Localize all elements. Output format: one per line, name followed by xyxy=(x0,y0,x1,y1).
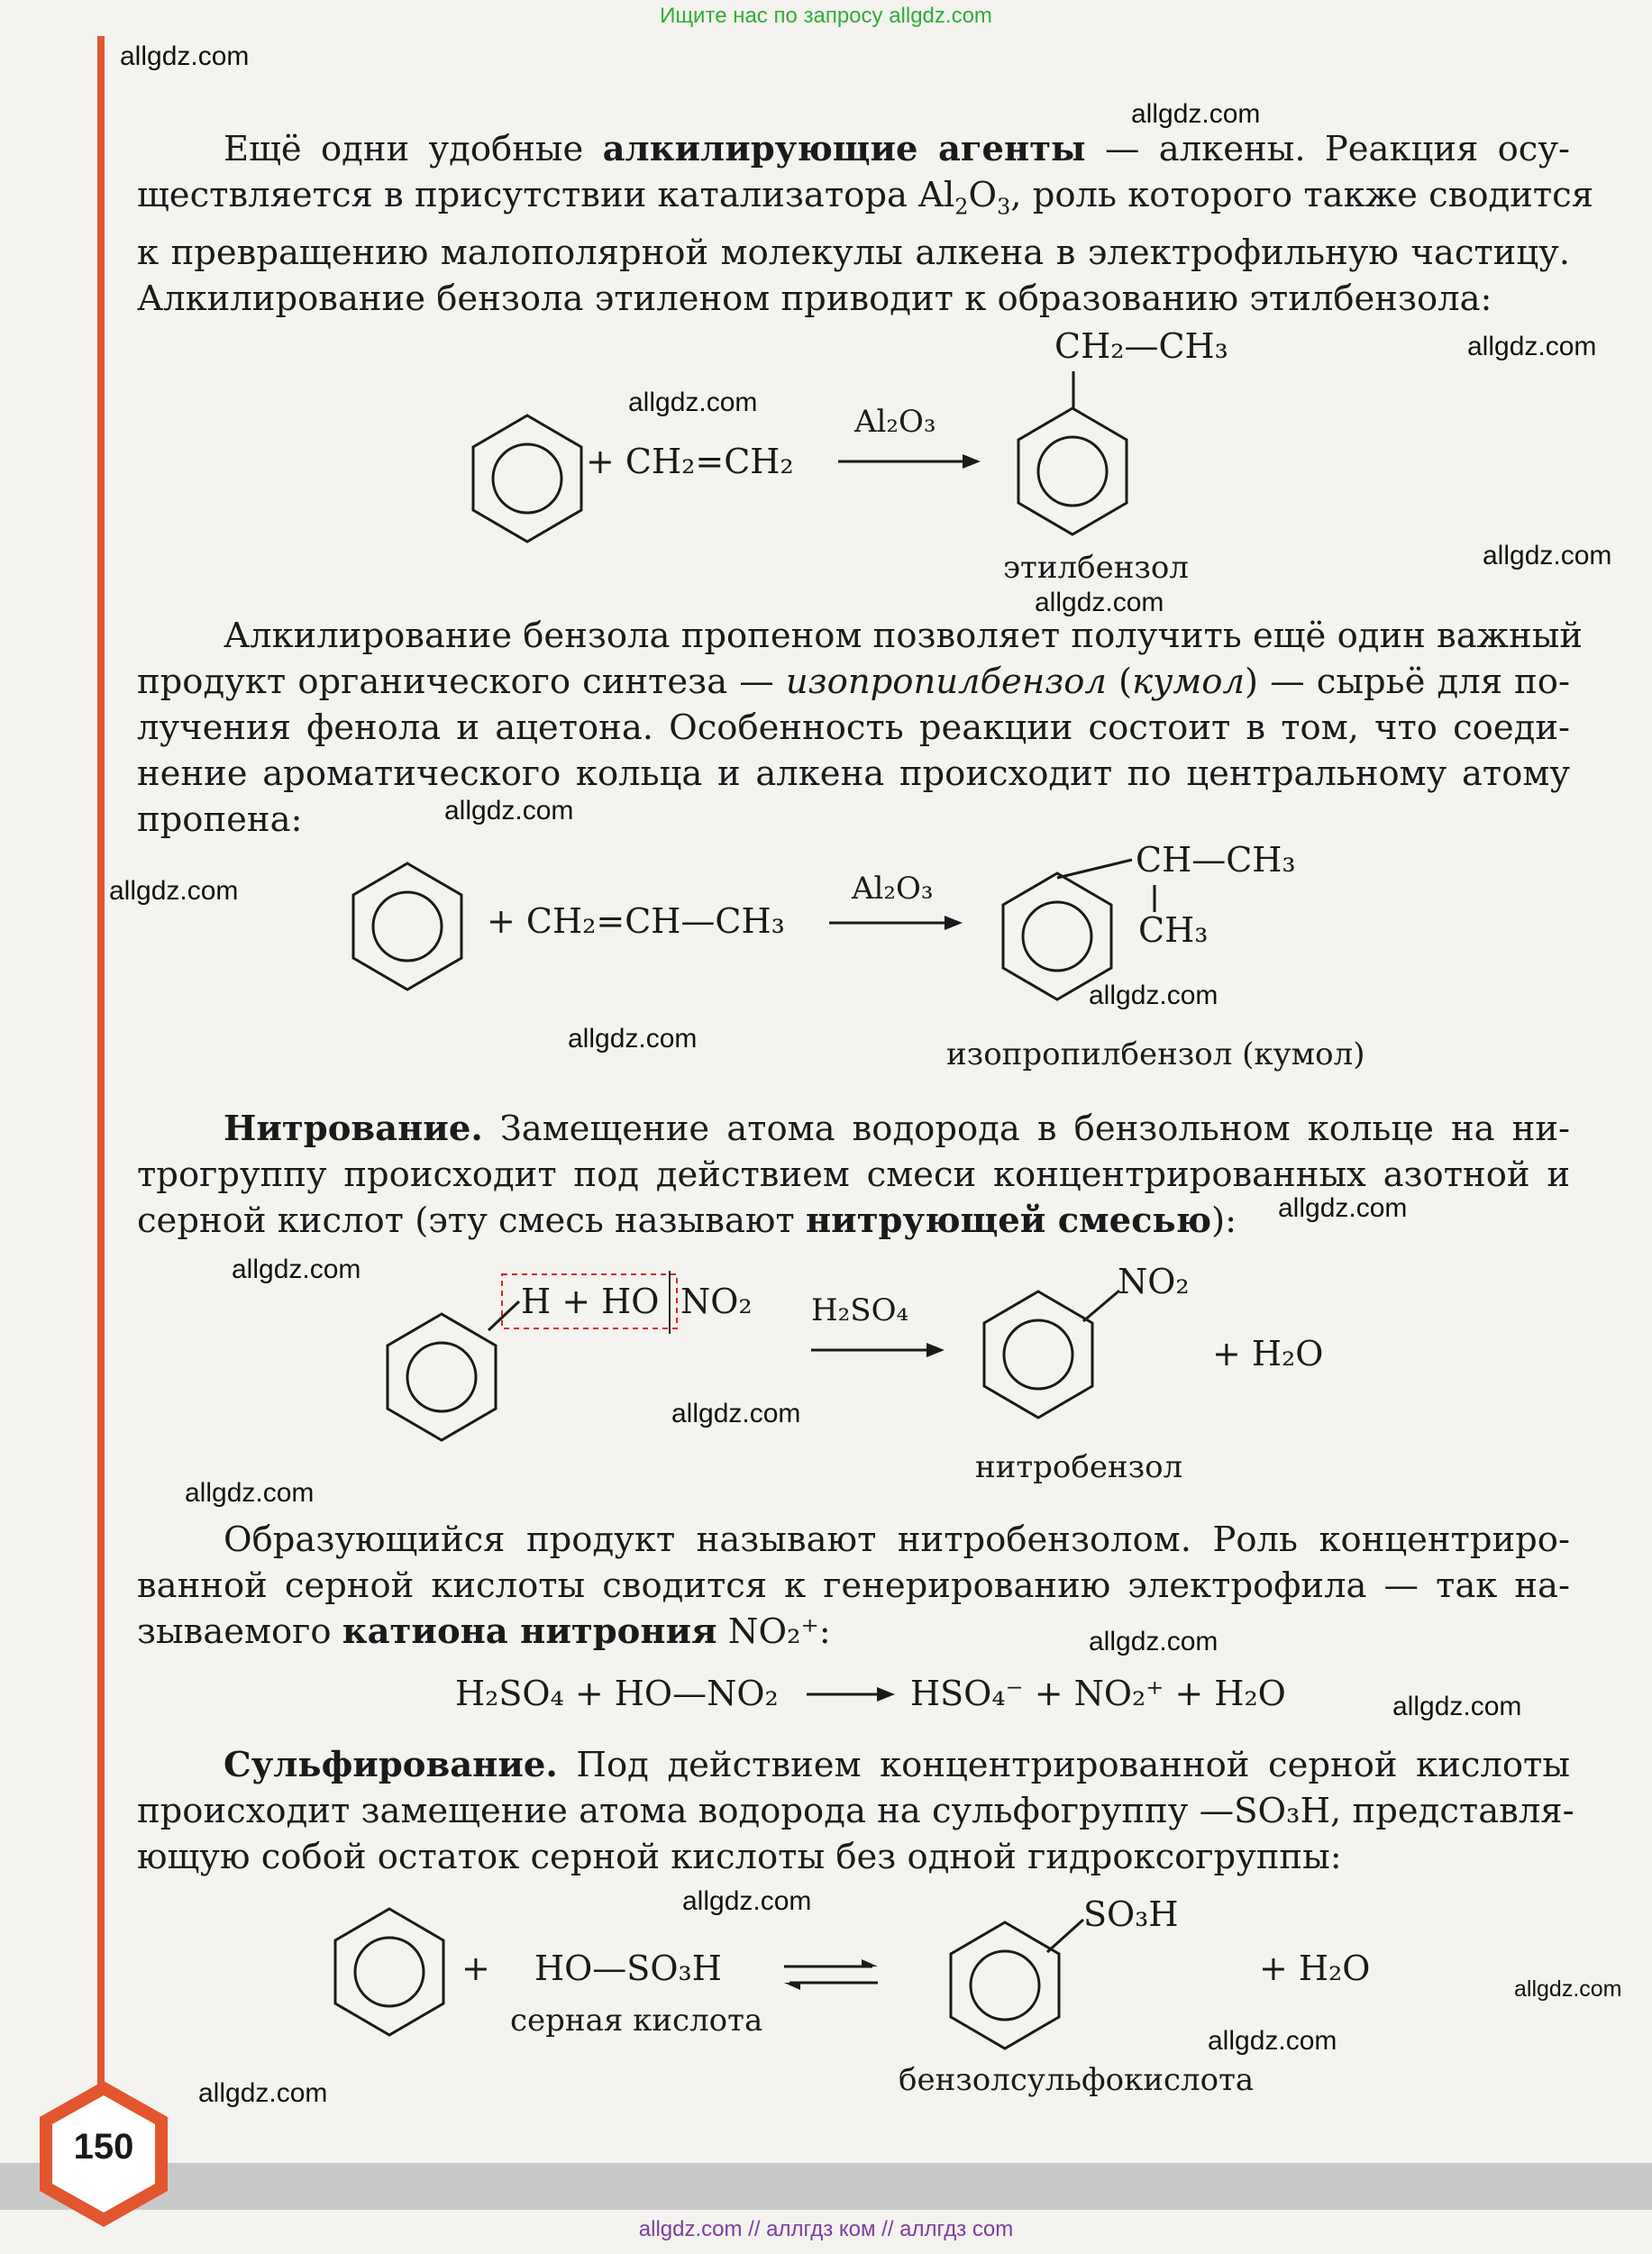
paragraph-alkenes: Ещё одни удобные алкилирующие агенты — алкены. Реакция осу- ществляется в присутствии катализатора $Al_2O_3$, роль которого также сводится к превращению малополярной молекулы алкена в электрофильную частицу. Алкилирование бензола этиленом приводит к образованию этилбензола: xyxy=(137,129,1594,320)
term-alkylating-agents: алкилирующие агенты xyxy=(602,129,1086,169)
bottom-banner[interactable]: allgdz.com // аллгдз ком // аллгдз com xyxy=(638,2217,1014,2241)
bond-line-icon xyxy=(1152,885,1157,912)
benzene-ring-icon xyxy=(383,1311,500,1443)
margin-accent-bar xyxy=(97,36,105,2154)
product-label: изопропилбензол (кумол) xyxy=(946,1036,1365,1072)
catalyst-label: Al₂O₃ xyxy=(852,871,934,907)
watermark: allgdz.com xyxy=(1035,588,1164,617)
watermark: allgdz.com xyxy=(682,1886,812,1916)
byproduct-water: + H₂O xyxy=(1212,1334,1324,1373)
term-nitration: Нитрование. xyxy=(224,1109,483,1149)
product-label: этилбензол xyxy=(1003,550,1189,586)
watermark: allgdz.com xyxy=(1208,2026,1337,2056)
catalyst-label: Al₂O₃ xyxy=(854,404,936,440)
reaction-arrow-icon xyxy=(838,451,982,472)
top-banner[interactable]: Ищите нас по запросу allgdz.com xyxy=(660,4,992,28)
benzene-ring-icon xyxy=(331,1906,448,2038)
term-sulfonation: Сульфирование. xyxy=(224,1745,558,1785)
watermark: allgdz.com xyxy=(1089,981,1218,1010)
nitro-group: NO₂ xyxy=(680,1282,753,1321)
benzene-ring-icon xyxy=(469,413,586,544)
benzene-ring-icon xyxy=(999,871,1116,1002)
sulfuric-acid-formula: HO—SO₃H xyxy=(534,1948,722,1988)
watermark: allgdz.com xyxy=(1089,1627,1218,1656)
term-nitrating-mixture: нитрующей смесью xyxy=(805,1200,1212,1241)
nitronium-products: HSO₄⁻ + NO₂⁺ + H₂O xyxy=(910,1674,1286,1713)
watermark: allgdz.com xyxy=(628,388,758,417)
watermark: allgdz.com xyxy=(568,1024,698,1054)
page-number: 150 xyxy=(73,2127,134,2167)
watermark: allgdz.com xyxy=(198,2078,328,2108)
catalyst-label: H₂SO₄ xyxy=(811,1292,909,1328)
product-label: нитробензол xyxy=(975,1449,1183,1485)
nitronium-reactants: H₂SO₄ + HO—NO₂ xyxy=(455,1674,779,1713)
reagent-propene: + CH₂=CH—CH₃ xyxy=(487,901,785,941)
reaction-arrow-icon xyxy=(829,912,964,934)
watermark: allgdz.com xyxy=(109,876,239,906)
reaction-arrow-icon xyxy=(811,1339,946,1361)
product-label: бензолсульфокислота xyxy=(899,2062,1255,2098)
bond-line-icon xyxy=(1071,371,1076,409)
watermark: allgdz.com xyxy=(1514,1976,1622,2002)
substituent-sulfo: SO₃H xyxy=(1083,1894,1179,1934)
watermark: allgdz.com xyxy=(1467,332,1597,361)
paragraph-nitration: Нитрование. Замещение атома водорода в бензольном кольце на ни- трогруппу происходит под действием смеси концентрированных азотной и серной кислот (эту смесь называют нитрующей смесью): xyxy=(137,1109,1570,1241)
benzene-ring-icon xyxy=(980,1289,1097,1420)
substituent-isopropyl: CH—CH₃ xyxy=(1136,840,1296,880)
paragraph-cumene: Алкилирование бензола пропеном позволяет получить ещё один важный продукт органического синтеза — изопропилбензол (кумол) — сырьё для по- лучения фенола и ацетона. Особенность реакции состоит в том, что соеди- нение ароматического кольца и алкена происходит по центральному атому пропена: xyxy=(137,616,1584,840)
watermark: allgdz.com xyxy=(1392,1692,1522,1721)
reactants-h-ho: H + HO xyxy=(521,1282,660,1321)
plus-sign: + xyxy=(461,1948,490,1988)
substituent-ethyl: CH₂—CH₃ xyxy=(1054,326,1228,366)
paragraph-nitronium: Образующийся продукт называют нитробензолом. Роль концентриро- ванной серной кислоты сводится к генерированию электрофила — так на- зываемого катиона нитрония NO₂⁺: xyxy=(137,1519,1570,1652)
term-nitronium-cation: катиона нитрония xyxy=(342,1611,717,1652)
reagent-ethylene: + CH₂=CH₂ xyxy=(586,442,794,481)
watermark: allgdz.com xyxy=(185,1478,315,1508)
byproduct-water: + H₂O xyxy=(1259,1948,1371,1988)
reagent-label: серная кислота xyxy=(510,2003,763,2039)
watermark: allgdz.com xyxy=(1278,1193,1408,1223)
reaction-arrow-icon xyxy=(807,1684,897,1705)
watermark: allgdz.com xyxy=(671,1399,801,1428)
benzene-ring-icon xyxy=(1014,406,1131,537)
substituent-nitro: NO₂ xyxy=(1118,1262,1190,1301)
page-footer-band xyxy=(0,2163,1652,2210)
watermark: allgdz.com xyxy=(1131,99,1261,129)
watermark: allgdz.com xyxy=(444,796,574,826)
watermark: allgdz.com xyxy=(232,1255,361,1284)
benzene-ring-icon xyxy=(349,861,466,992)
bond-line-icon xyxy=(1054,858,1136,880)
bond-line-icon xyxy=(1045,1916,1087,1956)
substituent-methyl: CH₃ xyxy=(1138,910,1209,950)
equilibrium-arrows-icon xyxy=(782,1954,881,1995)
watermark: allgdz.com xyxy=(1483,541,1612,570)
paragraph-sulfonation: Сульфирование. Под действием концентрированной серной кислоты происходит замещение атома водорода на сульфогруппу —SO₃H, представля- ющую собой остаток серной кислоты без одной гидроксогруппы: xyxy=(137,1745,1574,1877)
watermark: allgdz.com xyxy=(120,41,250,71)
bond-break-line xyxy=(667,1271,672,1334)
